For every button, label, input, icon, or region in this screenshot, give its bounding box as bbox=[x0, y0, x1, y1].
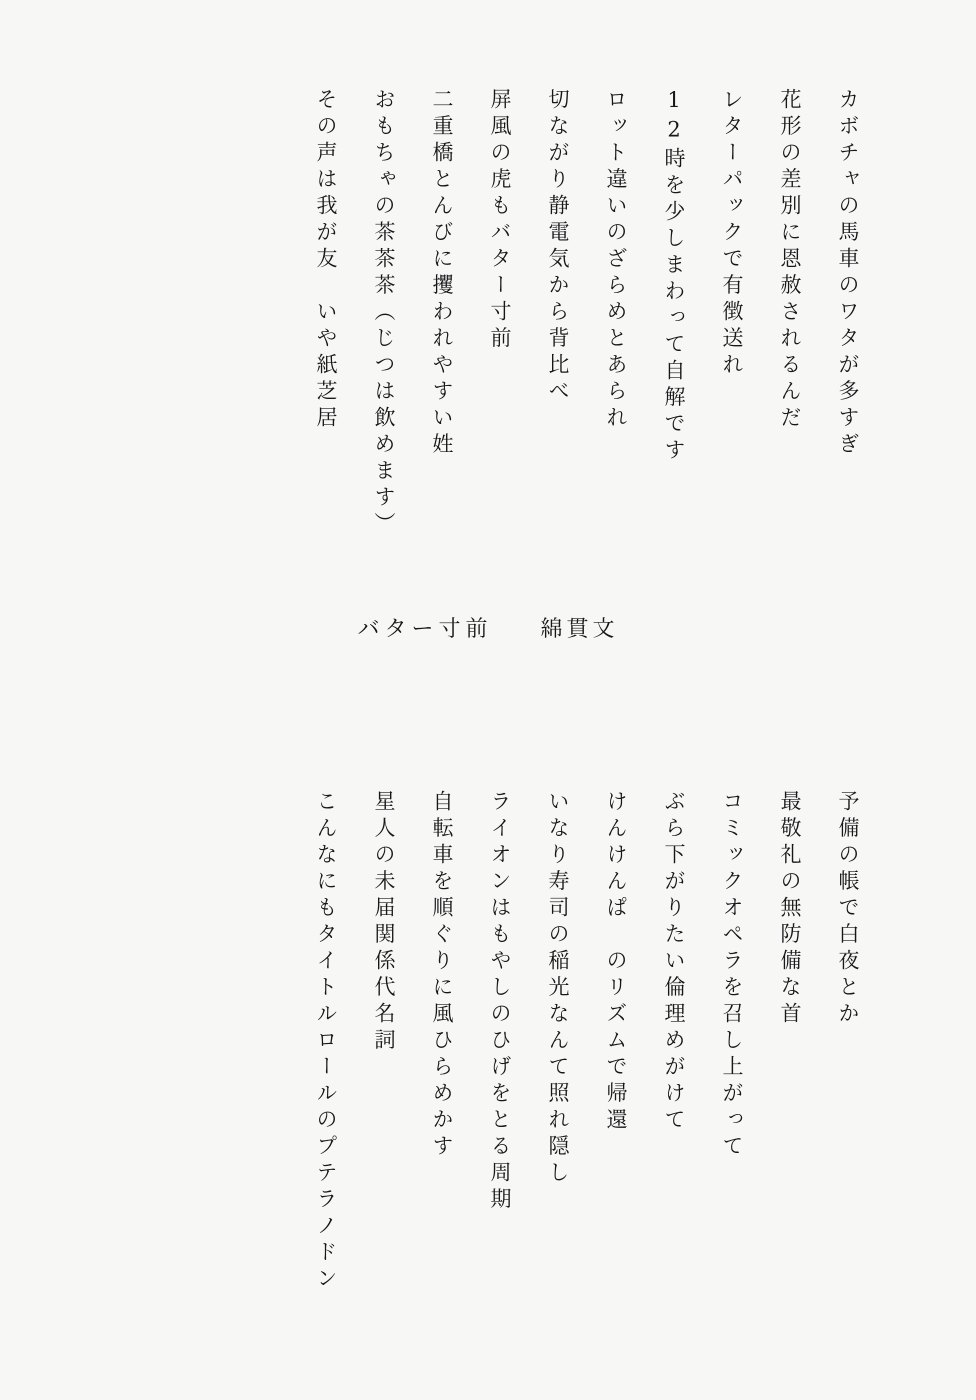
stanza-upper bbox=[278, 88, 858, 539]
poem-line: 予備の帳で白夜とか bbox=[836, 790, 860, 1029]
poem-line: レターパックで有徴送れ bbox=[720, 88, 744, 380]
poem-line: ライオンはもやしのひげをとる周期 bbox=[488, 790, 512, 1214]
poem-line: 切ながり静電気から背比べ bbox=[546, 88, 570, 406]
poem-line: けんけんぱ のリズムで帰還 bbox=[604, 790, 628, 1135]
poem-line: ロット違いのざらめとあられ bbox=[604, 88, 628, 433]
poem-line: ぶら下がりたい倫理めがけて bbox=[662, 790, 686, 1135]
title-band bbox=[0, 612, 976, 643]
poem-line: コミックオペラを召し上がって bbox=[720, 790, 744, 1161]
poem-line: こんなにもタイトルロールのプテラノドン bbox=[314, 790, 338, 1294]
poem-line: いなり寿司の稲光なんて照れ隠し bbox=[546, 790, 570, 1188]
stanza-lower bbox=[278, 790, 858, 1294]
poem-line: おもちゃの茶茶茶（じつは飲めます） bbox=[372, 88, 396, 539]
poem-line: 屏風の虎もバター寸前 bbox=[488, 88, 512, 353]
poem-line: 12時を少しまわって自解です bbox=[662, 88, 686, 465]
poem-line: カボチャの馬車のワタが多すぎ bbox=[836, 88, 860, 459]
poem-line: 自転車を順ぐりに風ひらめかす bbox=[430, 790, 454, 1161]
poem-line: 花形の差別に恩赦されるんだ bbox=[778, 88, 802, 433]
poem-line: 最敬礼の無防備な首 bbox=[778, 790, 802, 1029]
page-title: バター寸前 bbox=[357, 617, 493, 642]
poem-line: その声は我が友 いや紙芝居 bbox=[314, 88, 338, 433]
poem-line: 星人の未届関係代名詞 bbox=[372, 790, 396, 1055]
poem-line: 二重橋とんびに攫われやすい姓 bbox=[430, 88, 454, 459]
author-name: 綿貫文 bbox=[540, 617, 619, 642]
